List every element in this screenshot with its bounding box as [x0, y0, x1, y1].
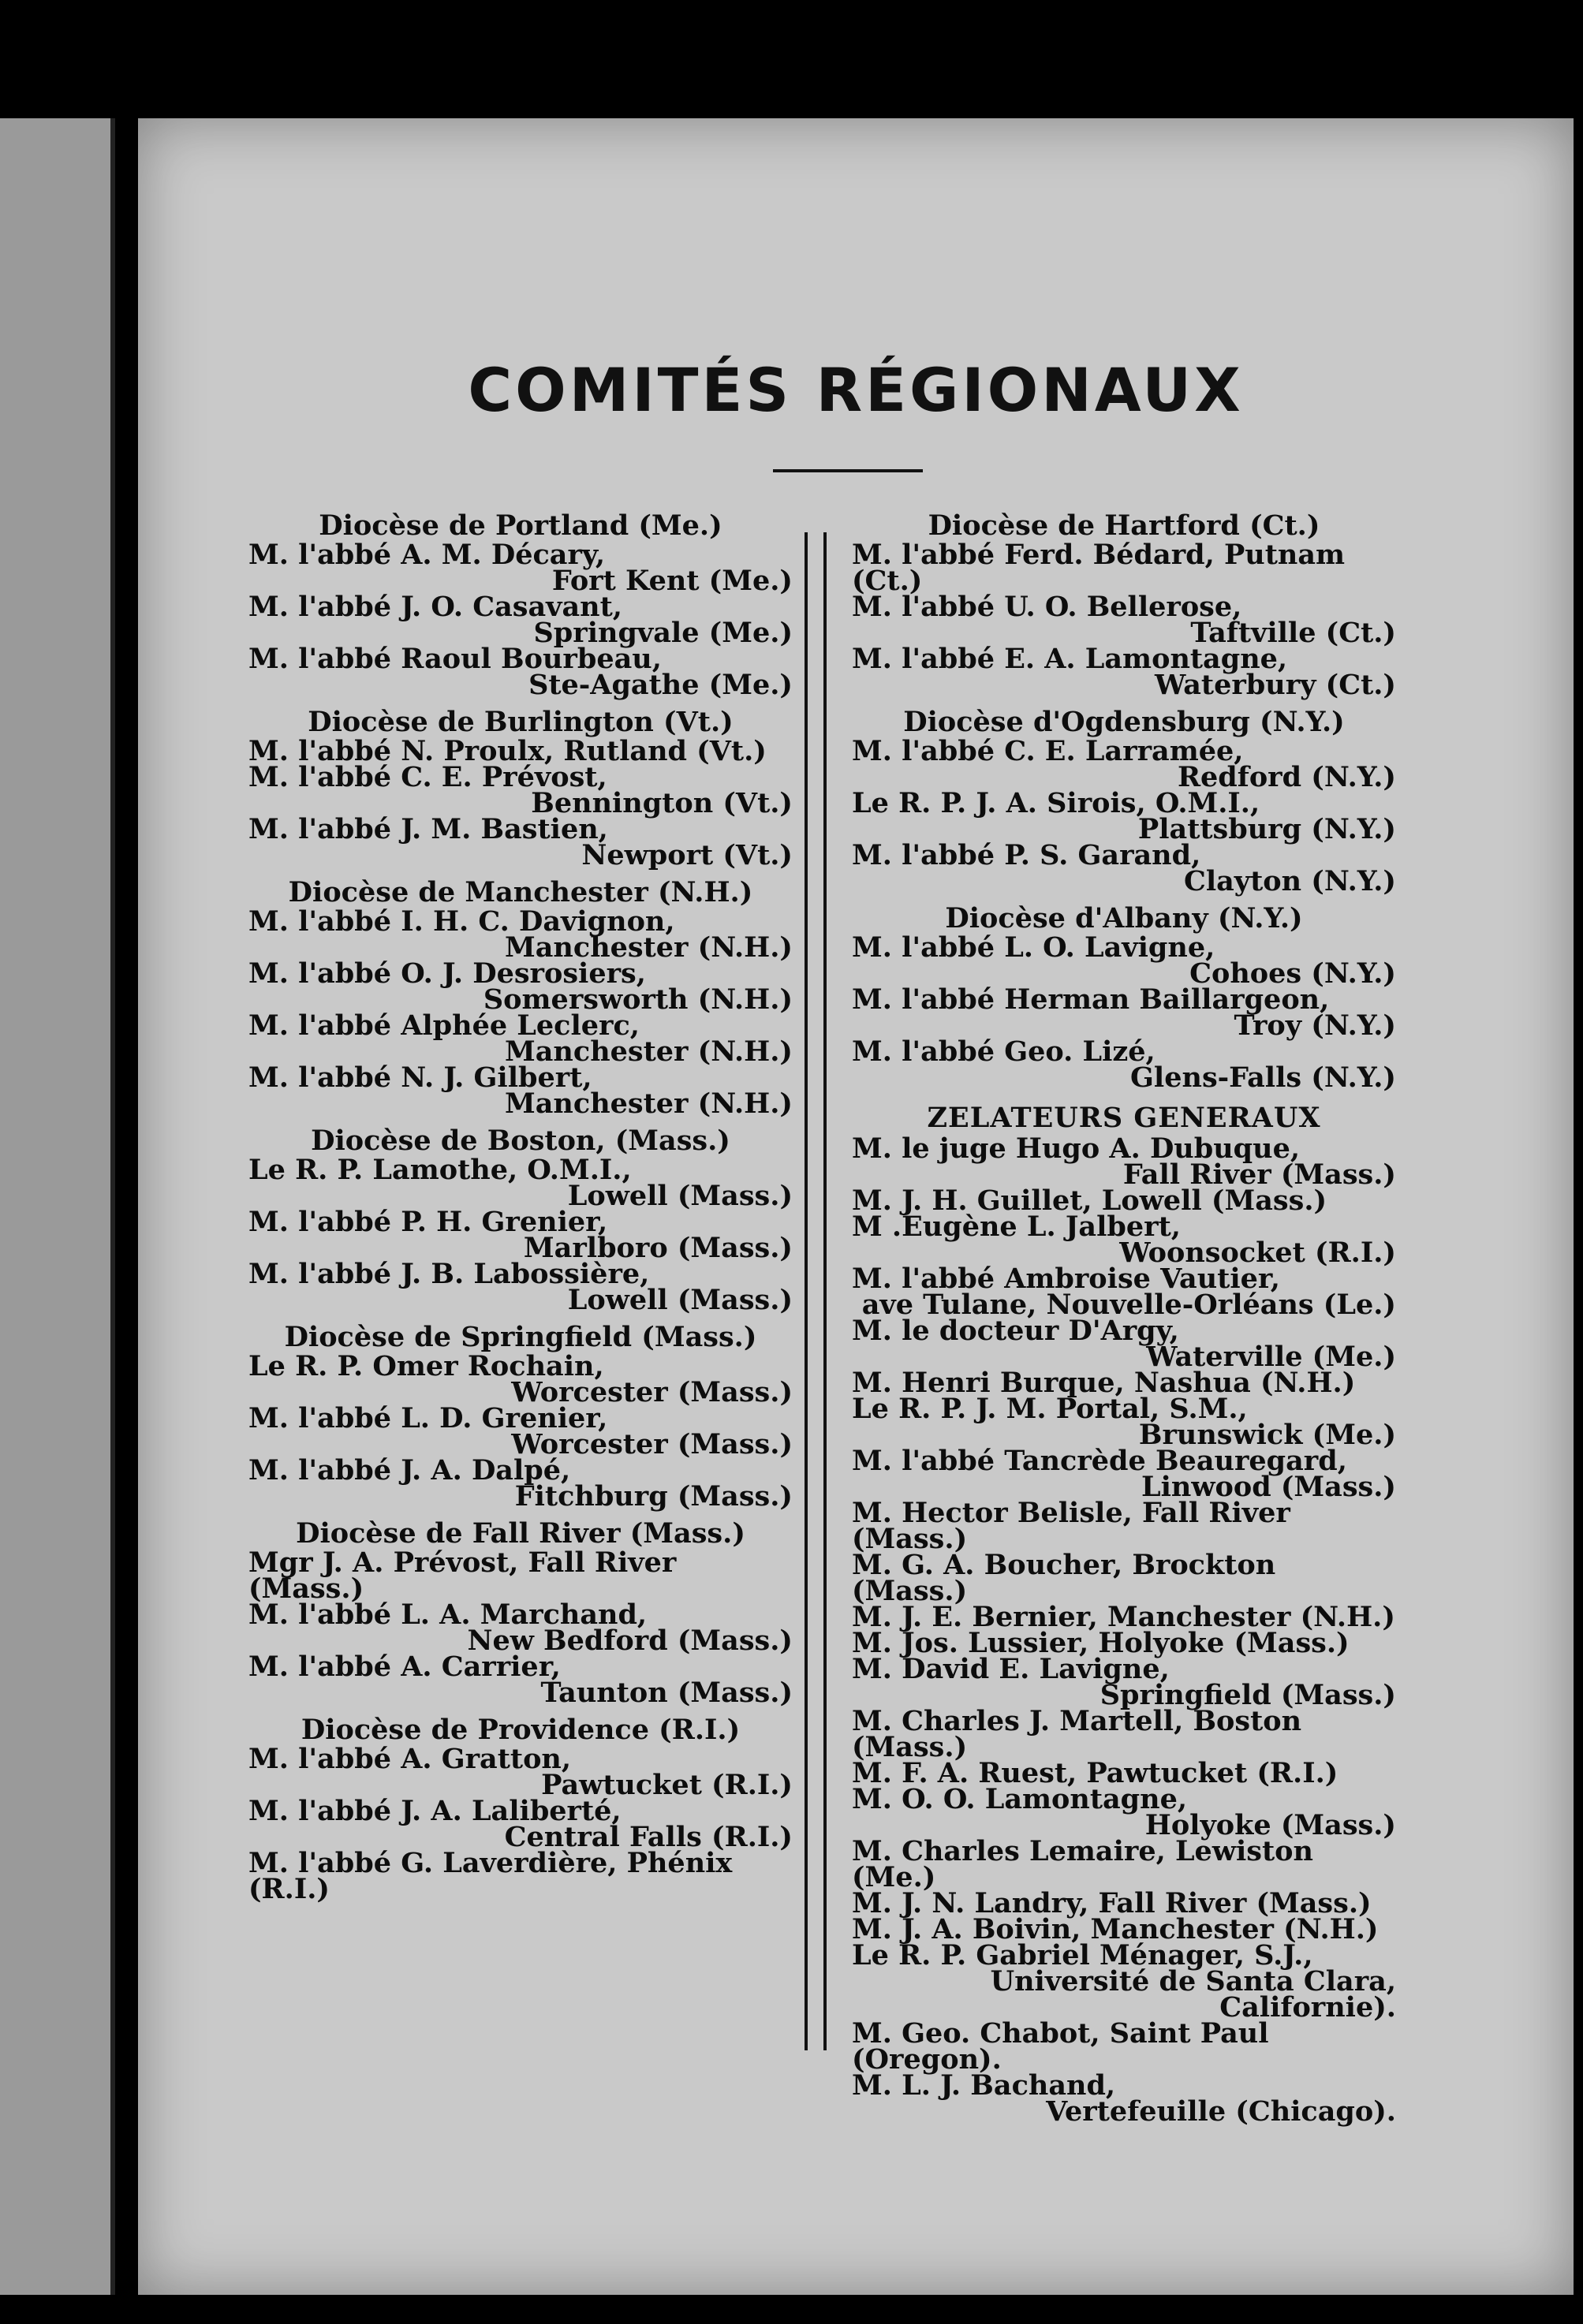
diocese-heading: Diocèse d'Ogdensburg (N.Y.): [903, 706, 1345, 738]
member-name: M. l'abbé A. M. Décary,: [248, 539, 606, 571]
member-location: Woonsocket (R.I.): [1119, 1237, 1396, 1269]
right-column: [852, 509, 1396, 2128]
committee-member-entry: [248, 1598, 793, 1657]
member-location: Pawtucket (R.I.): [541, 1769, 793, 1801]
committee-member-entry: [852, 2017, 1396, 2076]
member-name: M. J. E. Bernier, Manchester (N.H.): [852, 1601, 1395, 1633]
member-location: Vertefeuille (Chicago).: [1046, 2095, 1396, 2128]
member-name: M. l'abbé Ferd. Bédard, Putnam (Ct.): [852, 539, 1346, 597]
committee-member-entry: [852, 1497, 1396, 1555]
committee-member-entry: [852, 839, 1396, 897]
member-name: M. O. O. Lamontagne,: [852, 1783, 1188, 1815]
member-name: Mgr J. A. Prévost, Fall River (Mass.): [248, 1546, 677, 1605]
member-name: M .Eugène L. Jalbert,: [852, 1210, 1181, 1243]
committee-member-entry: [852, 1939, 1396, 1998]
member-name: M. l'abbé J. O. Casavant,: [248, 591, 622, 623]
title-rule: [773, 469, 923, 472]
committee-member-entry: [248, 1546, 793, 1605]
member-name: M. l'abbé P. H. Grenier,: [248, 1206, 608, 1238]
member-location: Waterville (Me.): [1146, 1341, 1396, 1373]
committee-member-entry: [852, 1549, 1396, 1607]
diocese-heading: Diocèse de Fall River (Mass.): [296, 1517, 745, 1550]
member-name: M. l'abbé J. A. Laliberté,: [248, 1795, 622, 1827]
committee-member-entry: [248, 1009, 793, 1068]
committee-member-entry: [248, 957, 793, 1016]
member-name: M. l'abbé O. J. Desrosiers,: [248, 957, 646, 990]
member-location: Manchester (N.H.): [505, 1035, 793, 1068]
member-location: Central Falls (R.I.): [504, 1821, 793, 1853]
committee-member-entry: [852, 1393, 1396, 1451]
member-name: M. l'abbé Raoul Bourbeau,: [248, 643, 662, 675]
member-name: M. l'abbé L. O. Lavigne,: [852, 931, 1215, 964]
member-name: M. l'abbé Herman Baillargeon,: [852, 983, 1330, 1016]
member-name: M. l'abbé Ambroise Vautier,: [852, 1263, 1280, 1295]
member-name: M. J. A. Boivin, Manchester (N.H.): [852, 1913, 1379, 1945]
member-name: M. l'abbé U. O. Bellerose,: [852, 591, 1242, 623]
committee-member-entry: [248, 539, 793, 597]
member-name: M. l'abbé N. J. Gilbert,: [248, 1061, 592, 1094]
member-location: Californie).: [1219, 1991, 1396, 2024]
member-name: M. l'abbé Alphée Leclerc,: [248, 1009, 640, 1042]
committee-member-entry: [852, 1210, 1396, 1269]
member-location: Linwood (Mass.): [1141, 1471, 1396, 1503]
member-name: M. l'abbé L. D. Grenier,: [248, 1402, 608, 1434]
committee-member-entry: [852, 931, 1396, 990]
member-name: M. l'abbé A. Gratton,: [248, 1743, 572, 1775]
member-name: M. J. H. Guillet, Lowell (Mass.): [852, 1184, 1327, 1217]
member-name: M. l'abbé P. S. Garand,: [852, 839, 1201, 871]
member-name: Le R. P. Gabriel Ménager, S.J.,: [852, 1939, 1313, 1971]
member-location: Fort Kent (Me.): [551, 565, 793, 597]
committee-member-entry: [852, 1263, 1396, 1321]
member-name: Le R. P. Omer Rochain,: [248, 1350, 604, 1382]
member-name: M. L. J. Bachand,: [852, 2069, 1116, 2102]
member-name: M. l'abbé A. Carrier,: [248, 1651, 561, 1683]
diocese-heading: Diocèse de Manchester (N.H.): [288, 876, 753, 908]
page-title: COMITÉS RÉGIONAUX: [468, 355, 1244, 425]
member-name: M. l'abbé Geo. Lizé,: [852, 1035, 1156, 1068]
committee-member-entry: [248, 1350, 793, 1408]
column-divider: [805, 532, 827, 2050]
member-name: M. Charles J. Martell, Boston (Mass.): [852, 1705, 1302, 1763]
member-location: Université de Santa Clara,: [990, 1965, 1396, 1998]
committee-member-entry: [248, 1795, 793, 1853]
diocese-heading: Diocèse d'Albany (N.Y.): [945, 902, 1303, 934]
committee-member-entry: [852, 539, 1396, 597]
committee-member-entry: [852, 643, 1396, 701]
member-location: Brunswick (Me.): [1138, 1419, 1396, 1451]
committee-member-entry: [248, 1061, 793, 1120]
member-name: M. J. N. Landry, Fall River (Mass.): [852, 1887, 1372, 1919]
member-name: M. Geo. Chabot, Saint Paul (Oregon).: [852, 2017, 1269, 2076]
member-name: M. le juge Hugo A. Dubuque,: [852, 1132, 1301, 1165]
member-name: M. l'abbé L. A. Marchand,: [248, 1598, 648, 1631]
committee-member-entry: [248, 1206, 793, 1264]
member-name: M. l'abbé C. E. Prévost,: [248, 761, 607, 793]
committee-member-entry: [852, 1653, 1396, 1711]
member-location: Cohoes (N.Y.): [1189, 957, 1396, 990]
member-name: M. David E. Lavigne,: [852, 1653, 1170, 1685]
diocese-heading: Diocèse de Portland (Me.): [319, 509, 722, 542]
member-location: ave Tulane, Nouvelle-Orléans (Le.): [861, 1289, 1396, 1321]
member-name: M. F. A. Ruest, Pawtucket (R.I.): [852, 1757, 1338, 1789]
member-location: Worcester (Mass.): [511, 1376, 793, 1408]
member-location: Fitchburg (Mass.): [514, 1480, 793, 1513]
member-location: Fall River (Mass.): [1122, 1158, 1396, 1191]
diocese-heading: Diocèse de Springfield (Mass.): [284, 1321, 757, 1353]
member-location: Manchester (N.H.): [505, 1087, 793, 1120]
section-heading-zelateurs: ZELATEURS GENERAUX: [927, 1102, 1321, 1134]
committee-member-entry: [248, 905, 793, 964]
member-location: Worcester (Mass.): [511, 1428, 793, 1460]
member-location: New Bedford (Mass.): [467, 1625, 793, 1657]
member-location: Bennington (Vt.): [531, 787, 793, 819]
committee-member-entry: [248, 1154, 793, 1212]
committee-member-entry: [248, 1651, 793, 1709]
diocese-heading: Diocèse de Boston, (Mass.): [311, 1125, 730, 1157]
committee-member-entry: [852, 735, 1396, 793]
member-name: M. le docteur D'Argy,: [852, 1315, 1179, 1347]
member-location: Marlboro (Mass.): [523, 1232, 793, 1264]
left-column: [248, 509, 793, 1905]
committee-member-entry: [852, 2069, 1396, 2128]
member-name: M. Henri Burque, Nashua (N.H.): [852, 1367, 1356, 1399]
member-name: M. Hector Belisle, Fall River (Mass.): [852, 1497, 1290, 1555]
member-location: Newport (Vt.): [581, 839, 793, 871]
committee-member-entry: [248, 643, 793, 701]
member-name: M. l'abbé G. Laverdière, Phénix (R.I.): [248, 1847, 733, 1905]
committee-member-entry: [852, 983, 1396, 1042]
committee-member-entry: [248, 813, 793, 871]
member-name: M. l'abbé C. E. Larramée,: [852, 735, 1244, 767]
member-name: Le R. P. Lamothe, O.M.I.,: [248, 1154, 632, 1186]
member-location: Waterbury (Ct.): [1154, 669, 1396, 701]
member-name: M. l'abbé Tancrède Beauregard,: [852, 1445, 1347, 1477]
member-location: Redford (N.Y.): [1177, 761, 1396, 793]
member-name: M. l'abbé N. Proulx, Rutland (Vt.): [248, 735, 767, 767]
member-name: Le R. P. J. M. Portal, S.M.,: [852, 1393, 1248, 1425]
committee-member-entry: [852, 1783, 1396, 1841]
member-name: M. Jos. Lussier, Holyoke (Mass.): [852, 1627, 1350, 1659]
member-name: M. l'abbé J. A. Dalpé,: [248, 1454, 571, 1487]
committee-member-entry: [248, 591, 793, 649]
member-location: Clayton (N.Y.): [1183, 865, 1396, 897]
committee-member-entry: [248, 1454, 793, 1513]
member-name: M. l'abbé J. M. Bastien,: [248, 813, 608, 845]
committee-member-entry: [852, 1835, 1396, 1893]
committee-member-entry: [852, 1705, 1396, 1763]
committee-member-entry: [248, 1743, 793, 1801]
committee-member-entry: [248, 1402, 793, 1460]
committee-member-entry: [852, 1315, 1396, 1373]
member-location: Lowell (Mass.): [567, 1180, 793, 1212]
member-location: Taunton (Mass.): [540, 1677, 793, 1709]
committee-member-entry: [852, 1035, 1396, 1094]
member-location: Springvale (Me.): [533, 617, 793, 649]
member-name: Le R. P. J. A. Sirois, O.M.I.,: [852, 787, 1260, 819]
member-location: Taftville (Ct.): [1190, 617, 1396, 649]
committee-member-entry: [852, 591, 1396, 649]
member-location: Springfield (Mass.): [1100, 1679, 1396, 1711]
diocese-heading: Diocèse de Providence (R.I.): [301, 1714, 741, 1746]
member-location: Manchester (N.H.): [505, 931, 793, 964]
member-name: M. l'abbé J. B. Labossière,: [248, 1258, 650, 1290]
committee-member-entry: [852, 1132, 1396, 1191]
member-location: Ste-Agathe (Me.): [528, 669, 793, 701]
committee-member-entry: [248, 761, 793, 819]
member-location: Troy (N.Y.): [1234, 1009, 1396, 1042]
member-name: M. G. A. Boucher, Brockton (Mass.): [852, 1549, 1276, 1607]
member-location: Holyoke (Mass.): [1144, 1809, 1396, 1841]
member-name: M. l'abbé I. H. C. Davignon,: [248, 905, 675, 938]
member-location: Lowell (Mass.): [567, 1284, 793, 1316]
member-name: M. Charles Lemaire, Lewiston (Me.): [852, 1835, 1313, 1893]
committee-member-entry: [248, 1258, 793, 1316]
committee-member-entry: [852, 1445, 1396, 1503]
member-location: Glens-Falls (N.Y.): [1130, 1061, 1396, 1094]
committee-member-entry: [852, 787, 1396, 845]
adjacent-page-edge: [0, 118, 115, 2295]
member-name: M. l'abbé E. A. Lamontagne,: [852, 643, 1288, 675]
committee-member-entry: [248, 1847, 793, 1905]
member-location: Somersworth (N.H.): [483, 983, 793, 1016]
diocese-heading: Diocèse de Hartford (Ct.): [928, 509, 1320, 542]
document-page: [138, 118, 1574, 2295]
diocese-heading: Diocèse de Burlington (Vt.): [308, 706, 734, 738]
member-location: Plattsburg (N.Y.): [1137, 813, 1396, 845]
